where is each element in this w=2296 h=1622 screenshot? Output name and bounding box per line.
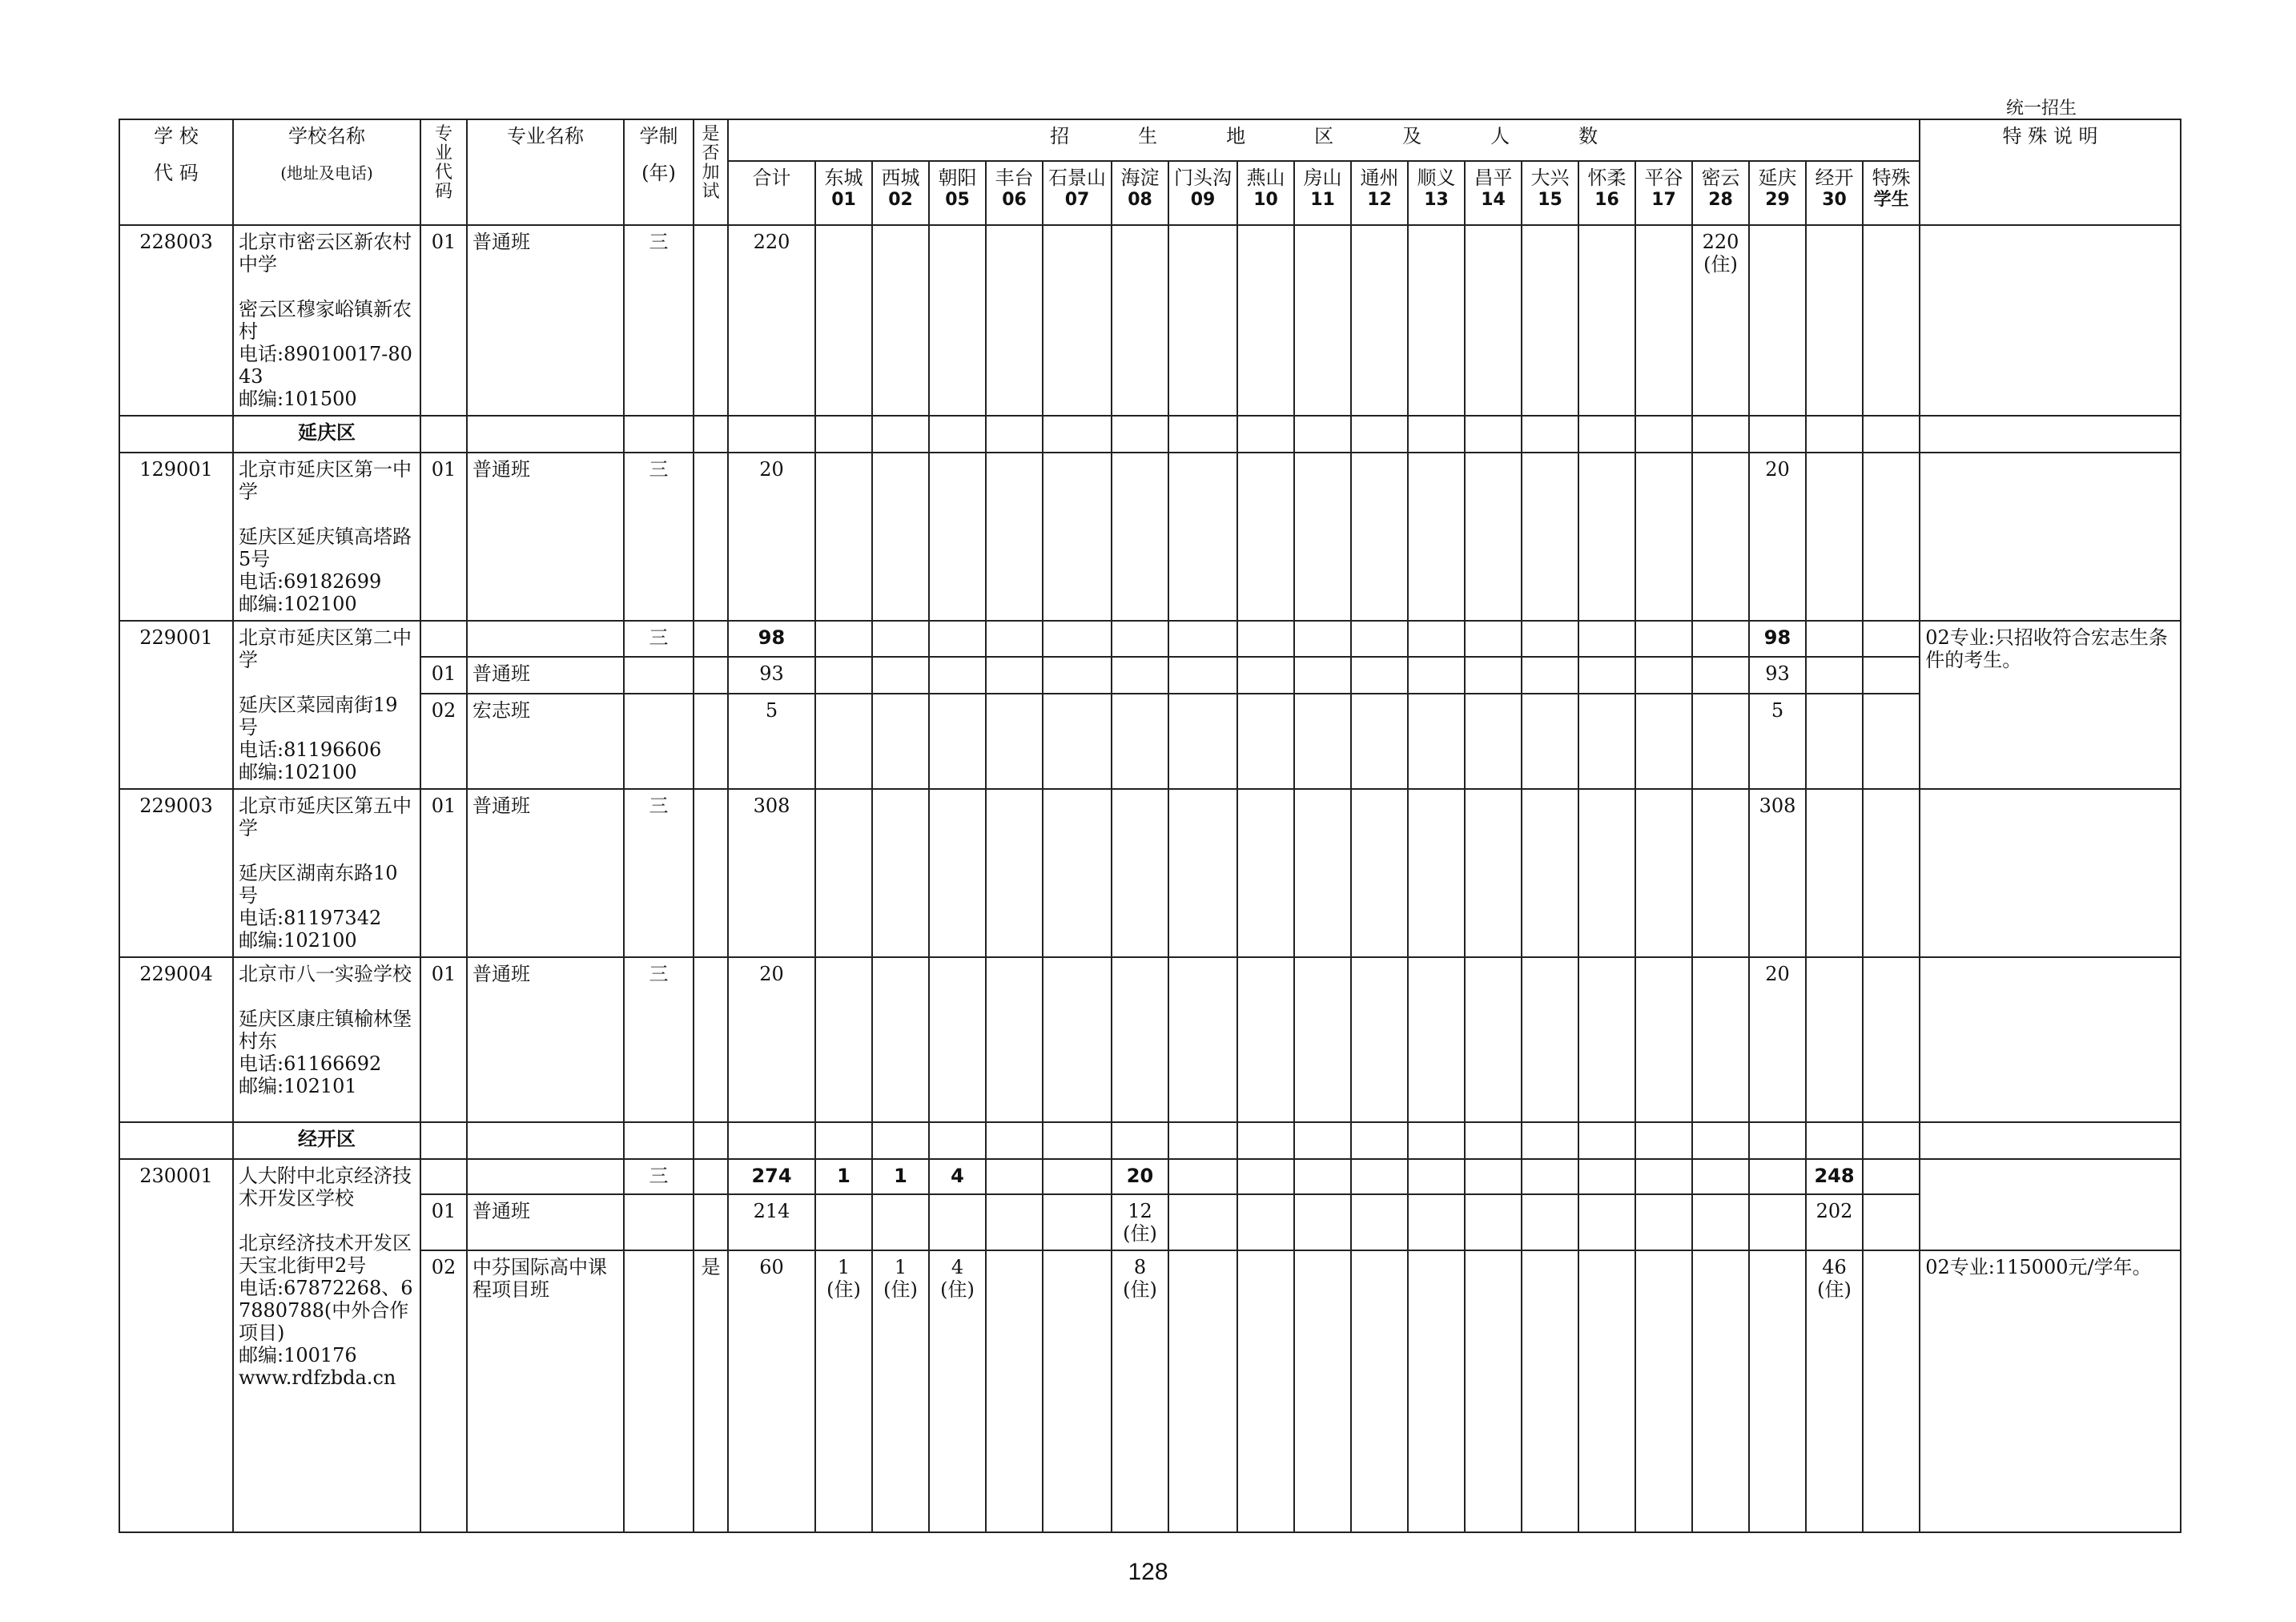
duration: 三 xyxy=(624,789,694,957)
header-duration: 学制 (年) xyxy=(624,119,694,225)
table-row xyxy=(119,621,2181,657)
major-name: 普通班 xyxy=(467,225,624,416)
total-cell: 5 xyxy=(728,694,815,789)
major-name: 普通班 xyxy=(467,957,624,1122)
duration: 三 xyxy=(624,1159,694,1194)
district-row xyxy=(119,416,2181,453)
school-info: 北京市八一实验学校 延庆区康庄镇榆林堡村东 电话:61166692 邮编:102101 xyxy=(233,957,420,1122)
table-row xyxy=(119,225,2181,416)
header-major-name: 专业名称 xyxy=(467,119,624,225)
header-region-fengtai: 丰台 06 xyxy=(986,161,1043,225)
school-info: 人大附中北京经济技术开发区学校 北京经济技术开发区天宝北街甲2号 电话:67872268、67880788(中外合作项目) 邮编:100176 www.rdfzbda.cn xyxy=(233,1159,420,1532)
table-row xyxy=(119,1250,2181,1532)
header-region-shunyi: 顺义 13 xyxy=(1408,161,1465,225)
header-region-title: 招 生 地 区 及 人 数 xyxy=(728,119,1920,161)
duration: 三 xyxy=(624,957,694,1122)
major-code: 01 xyxy=(420,657,467,693)
yanqing-cell: 20 xyxy=(1749,453,1806,621)
header-school-name: 学校名称 (地址及电话) xyxy=(233,119,420,225)
total-cell: 60 xyxy=(728,1250,815,1532)
duration: 三 xyxy=(624,621,694,657)
total-cell: 20 xyxy=(728,453,815,621)
major-name: 中芬国际高中课程项目班 xyxy=(467,1250,624,1532)
school-code: 229004 xyxy=(119,957,233,1122)
haidian-cell: 12 (住) xyxy=(1112,1194,1168,1250)
school-info: 北京市延庆区第二中学 延庆区菜园南街19号 电话:81196606 邮编:102100 xyxy=(233,621,420,789)
yanqing-cell: 93 xyxy=(1749,657,1806,693)
major-code: 01 xyxy=(420,225,467,416)
header-region-haidian: 海淀 08 xyxy=(1112,161,1168,225)
district-label: 延庆区 xyxy=(233,416,420,453)
major-name: 普通班 xyxy=(467,789,624,957)
haidian-cell: 20 xyxy=(1112,1159,1168,1194)
header-region-jingkai: 经开 30 xyxy=(1806,161,1863,225)
yanqing-cell: 98 xyxy=(1749,621,1806,657)
header-region-mentougou: 门头沟 09 xyxy=(1168,161,1237,225)
header-region-dongcheng: 东城 01 xyxy=(815,161,872,225)
xicheng-cell: 1 (住) xyxy=(872,1250,929,1532)
school-code: 229001 xyxy=(119,621,233,789)
haidian-cell: 8 (住) xyxy=(1112,1250,1168,1532)
header-total: 合计 xyxy=(728,161,815,225)
total-cell: 308 xyxy=(728,789,815,957)
total-cell: 98 xyxy=(728,621,815,657)
header-region-xicheng: 西城 02 xyxy=(872,161,929,225)
header-region-changping: 昌平 14 xyxy=(1465,161,1522,225)
major-name: 普通班 xyxy=(467,453,624,621)
header-region-fangshan: 房山 11 xyxy=(1294,161,1351,225)
school-code: 129001 xyxy=(119,453,233,621)
jingkai-cell: 202 xyxy=(1806,1194,1863,1250)
total-cell: 220 xyxy=(728,225,815,416)
extra-test: 是 xyxy=(694,1250,728,1532)
major-name: 普通班 xyxy=(467,1194,624,1250)
chaoyang-cell: 4 xyxy=(929,1159,986,1194)
header-region-daxing: 大兴 15 xyxy=(1522,161,1578,225)
header-region-special: 特殊 学生 xyxy=(1863,161,1920,225)
district-label: 经开区 xyxy=(233,1122,420,1159)
enrollment-table xyxy=(119,119,2181,1533)
major-name: 普通班 xyxy=(467,657,624,693)
jingkai-cell: 46 (住) xyxy=(1806,1250,1863,1532)
major-code: 01 xyxy=(420,789,467,957)
major-code: 02 xyxy=(420,694,467,789)
header-notes: 特 殊 说 明 xyxy=(1920,119,2181,225)
total-cell: 214 xyxy=(728,1194,815,1250)
table-row xyxy=(119,1159,2181,1194)
header-school-code: 学 校 代 码 xyxy=(119,119,233,225)
yanqing-cell: 308 xyxy=(1749,789,1806,957)
school-code: 230001 xyxy=(119,1159,233,1532)
school-code: 229003 xyxy=(119,789,233,957)
table-row xyxy=(119,657,2181,693)
dongcheng-cell: 1 xyxy=(815,1159,872,1194)
yanqing-cell: 5 xyxy=(1749,694,1806,789)
school-code: 228003 xyxy=(119,225,233,416)
header-extra-test: 是否加试 xyxy=(694,119,728,225)
table-row xyxy=(119,957,2181,1122)
school-info: 北京市密云区新农村中学 密云区穆家峪镇新农村 电话:89010017-8043 邮编:101500 xyxy=(233,225,420,416)
table-row xyxy=(119,694,2181,789)
header-region-pinggu: 平谷 17 xyxy=(1635,161,1692,225)
xicheng-cell: 1 xyxy=(872,1159,929,1194)
major-code: 01 xyxy=(420,1194,467,1250)
school-info: 北京市延庆区第一中学 延庆区延庆镇高塔路5号 电话:69182699 邮编:102100 xyxy=(233,453,420,621)
table-row xyxy=(119,789,2181,957)
total-cell: 93 xyxy=(728,657,815,693)
page-number: 128 xyxy=(1128,1559,1168,1585)
header-region-tongzhou: 通州 12 xyxy=(1351,161,1408,225)
header-region-yanshan: 燕山 10 xyxy=(1237,161,1294,225)
header-major-code: 专业代码 xyxy=(420,119,467,225)
duration: 三 xyxy=(624,225,694,416)
special-note: 02专业:只招收符合宏志生条件的考生。 xyxy=(1920,621,2181,789)
major-code: 01 xyxy=(420,453,467,621)
header-region-shijingshan: 石景山 07 xyxy=(1043,161,1112,225)
school-info: 北京市延庆区第五中学 延庆区湖南东路10号 电话:81197342 邮编:102100 xyxy=(233,789,420,957)
major-code: 02 xyxy=(420,1250,467,1532)
major-name: 宏志班 xyxy=(467,694,624,789)
miyun-cell: 220 (住) xyxy=(1692,225,1749,416)
dongcheng-cell: 1 (住) xyxy=(815,1250,872,1532)
total-cell: 20 xyxy=(728,957,815,1122)
district-row xyxy=(119,1122,2181,1159)
chaoyang-cell: 4 (住) xyxy=(929,1250,986,1532)
yanqing-cell: 20 xyxy=(1749,957,1806,1122)
header-region-miyun: 密云 28 xyxy=(1692,161,1749,225)
header-region-huairou: 怀柔 16 xyxy=(1578,161,1635,225)
special-note: 02专业:115000元/学年。 xyxy=(1920,1250,2181,1532)
duration: 三 xyxy=(624,453,694,621)
major-code: 01 xyxy=(420,957,467,1122)
table-row xyxy=(119,453,2181,621)
corner-label: 统一招生 xyxy=(2006,99,2077,119)
jingkai-cell: 248 xyxy=(1806,1159,1863,1194)
table-row xyxy=(119,1194,2181,1250)
total-cell: 274 xyxy=(728,1159,815,1194)
header-region-chaoyang: 朝阳 05 xyxy=(929,161,986,225)
header-region-yanqing: 延庆 29 xyxy=(1749,161,1806,225)
